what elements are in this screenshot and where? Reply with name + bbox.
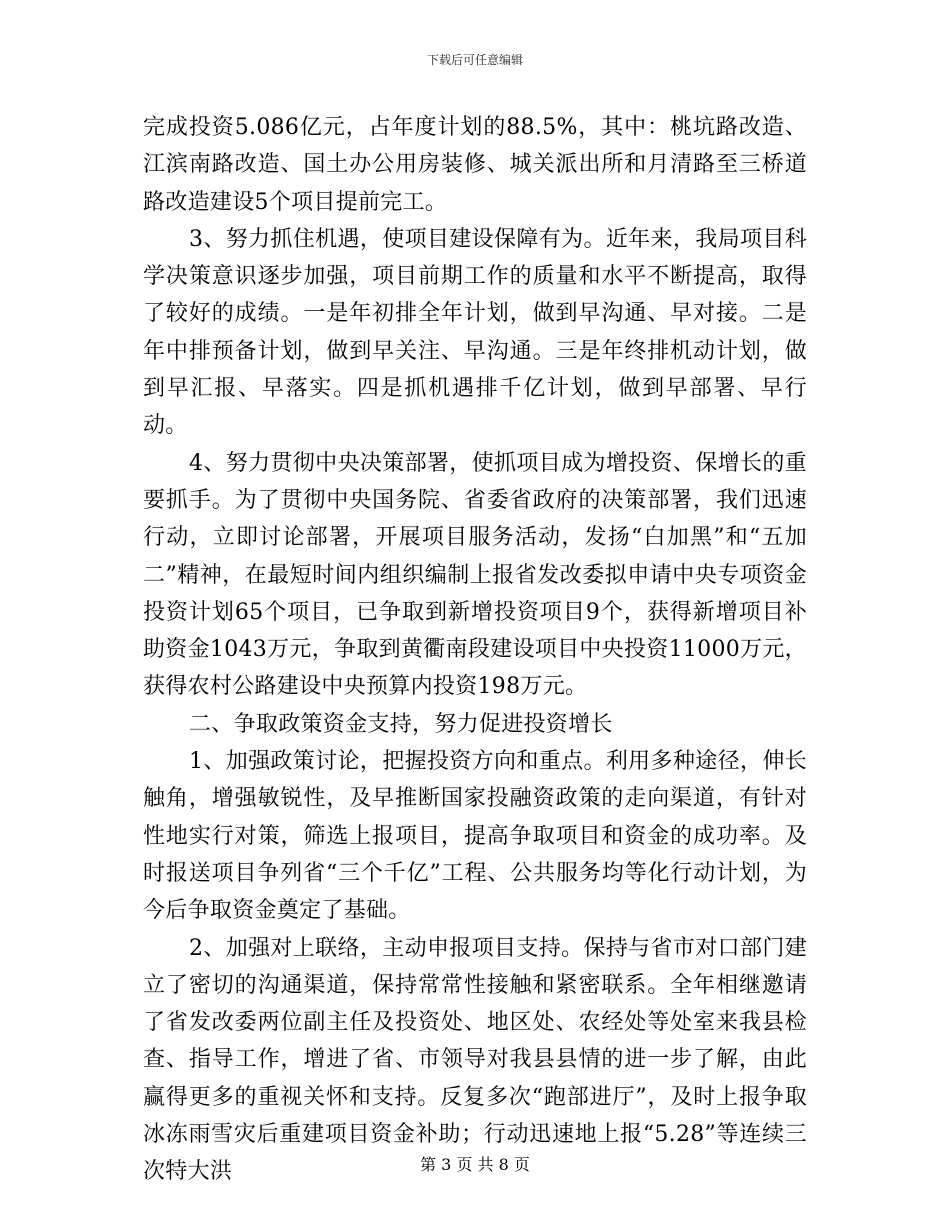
paragraph-central-decisions: 4、努力贯彻中央决策部署，使抓项目成为增投资、保增长的重要抓手。为了贯彻中央国务院、省委省政府的决策部署，我们迅速行动，立即讨论部署，开展项目服务活动，发扬“白加黑”和“五加二”精神，在最短时间内组织编制上报省发改委拟申请中央专项资金投资计划65个项目，已争取到新增投资项目9个，获得新增项目补助资金1043万元，争取到黄衢南段建设项目中央投资11000万元，获得农村公路建设中央预算内投资198万元。 xyxy=(143,450,807,700)
page-number-footer: 第 3 页 共 8 页 xyxy=(420,1155,530,1174)
section-heading-policy-funds: 二、争取政策资金支持，努力促进投资增长 xyxy=(189,711,613,737)
paragraph-seize-opportunities: 3、努力抓住机遇，使项目建设保障有为。近年来，我局项目科学决策意识逐步加强，项目前期工作的质量和水平不断提高，取得了较好的成绩。一是年初排全年计划，做到早沟通、早对接。二是年中排预备计划，做到早关注、早沟通。三是年终排机动计划，做到早汇报、早落实。四是抓机遇排千亿计划，做到早部署、早行动。 xyxy=(143,226,807,439)
paragraph-policy-discussion: 1、加强政策讨论，把握投资方向和重点。利用多种途径，伸长触角，增强敏锐性，及早推断国家投融资政策的走向渠道，有针对性地实行对策，筛选上报项目，提高争取项目和资金的成功率。及时报送项目争列省“三个千亿”工程、公共服务均等化行动计划，为今后争取资金奠定了基础。 xyxy=(143,749,807,924)
paragraph-upper-liaison: 2、加强对上联络，主动申报项目支持。保持与省市对口部门建立了密切的沟通渠道，保持常常性接触和紧密联系。全年相继邀请了省发改委两位副主任及投资处、地区处、农经处等处室来我县检查、指导工作，增进了省、市领导对我县县情的进一步了解，由此赢得更多的重视关怀和支持。反复多次“跑部进厅”，及时上报争取冰冻雨雪灾后重建项目资金补助；行动迅速地上报“5.28”等连续三次特大洪 xyxy=(143,935,807,1185)
document-body xyxy=(143,109,807,1191)
page-header-note: 下载后可任意编辑 xyxy=(426,53,523,67)
paragraph-investment-completion: 完成投资5.086亿元，占年度计划的88.5%，其中：桃坑路改造、江滨南路改造、国土办公用房装修、城关派出所和月清路至三桥道路改造建设5个项目提前完工。 xyxy=(143,115,807,215)
